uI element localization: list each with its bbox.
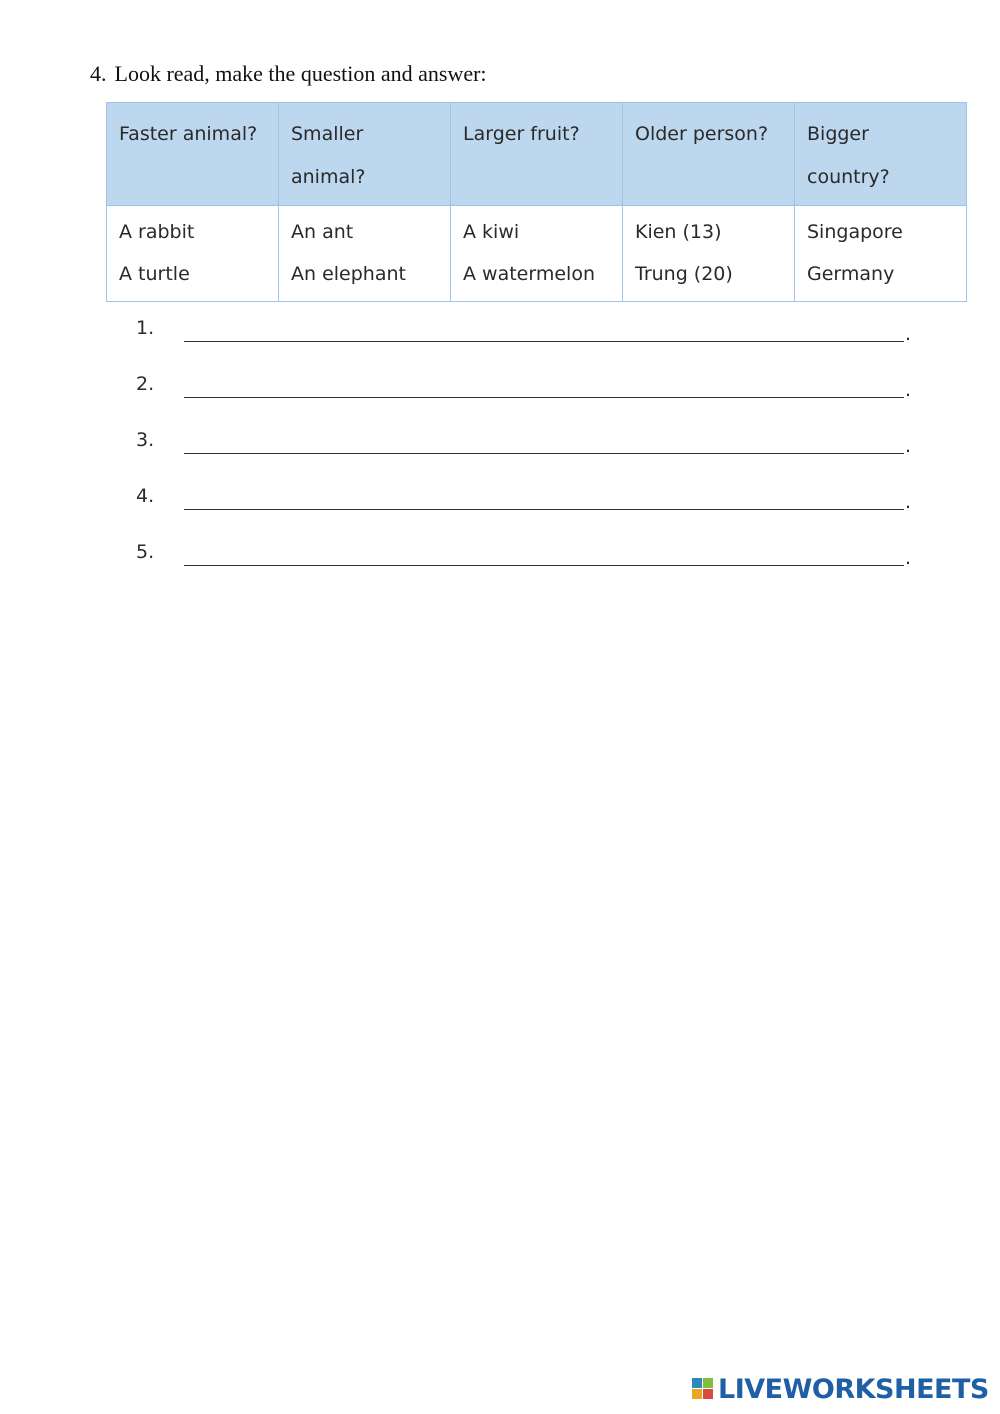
answer-item — [136, 483, 926, 539]
answer-number: 4. — [136, 485, 155, 507]
answer-period: . — [905, 435, 912, 457]
liveworksheets-logo — [692, 1374, 989, 1404]
table-cell: A rabbit A turtle — [107, 206, 279, 302]
answer-period: . — [905, 547, 912, 569]
answer-number: 3. — [136, 429, 155, 451]
table-cell: A kiwi A watermelon — [451, 206, 623, 302]
header-cell-bigger-country: Bigger country? — [795, 103, 967, 206]
answer-item — [136, 315, 926, 371]
answer-period: . — [905, 379, 912, 401]
table-cell: An ant An elephant — [279, 206, 451, 302]
answer-list — [136, 315, 926, 595]
header-cell-older-person: Older person? — [623, 103, 795, 206]
answer-number: 5. — [136, 541, 155, 563]
header-cell-faster-animal: Faster animal? — [107, 103, 279, 206]
answer-blank[interactable] — [184, 509, 904, 510]
liveworksheets-logo-icon — [692, 1378, 714, 1400]
table-header-row — [107, 103, 967, 206]
exercise-instruction: Look read, make the question and answer: — [114, 61, 487, 86]
answer-blank[interactable] — [184, 565, 904, 566]
answer-blank[interactable] — [184, 341, 904, 342]
answer-blank[interactable] — [184, 453, 904, 454]
table-cell: Singapore Germany — [795, 206, 967, 302]
exercise-heading — [90, 60, 487, 88]
answer-number: 2. — [136, 373, 155, 395]
table-row — [107, 206, 967, 302]
header-cell-smaller-animal: Smaller animal? — [279, 103, 451, 206]
answer-item — [136, 371, 926, 427]
answer-item — [136, 539, 926, 595]
logo-text: LIVEWORKSHEETS — [718, 1373, 989, 1405]
answer-number: 1. — [136, 317, 155, 339]
answer-item — [136, 427, 926, 483]
answer-period: . — [905, 491, 912, 513]
answer-blank[interactable] — [184, 397, 904, 398]
exercise-number: 4. — [90, 61, 107, 86]
answer-period: . — [905, 323, 912, 345]
comparison-table — [106, 102, 967, 302]
table-cell: Kien (13) Trung (20) — [623, 206, 795, 302]
header-cell-larger-fruit: Larger fruit? — [451, 103, 623, 206]
